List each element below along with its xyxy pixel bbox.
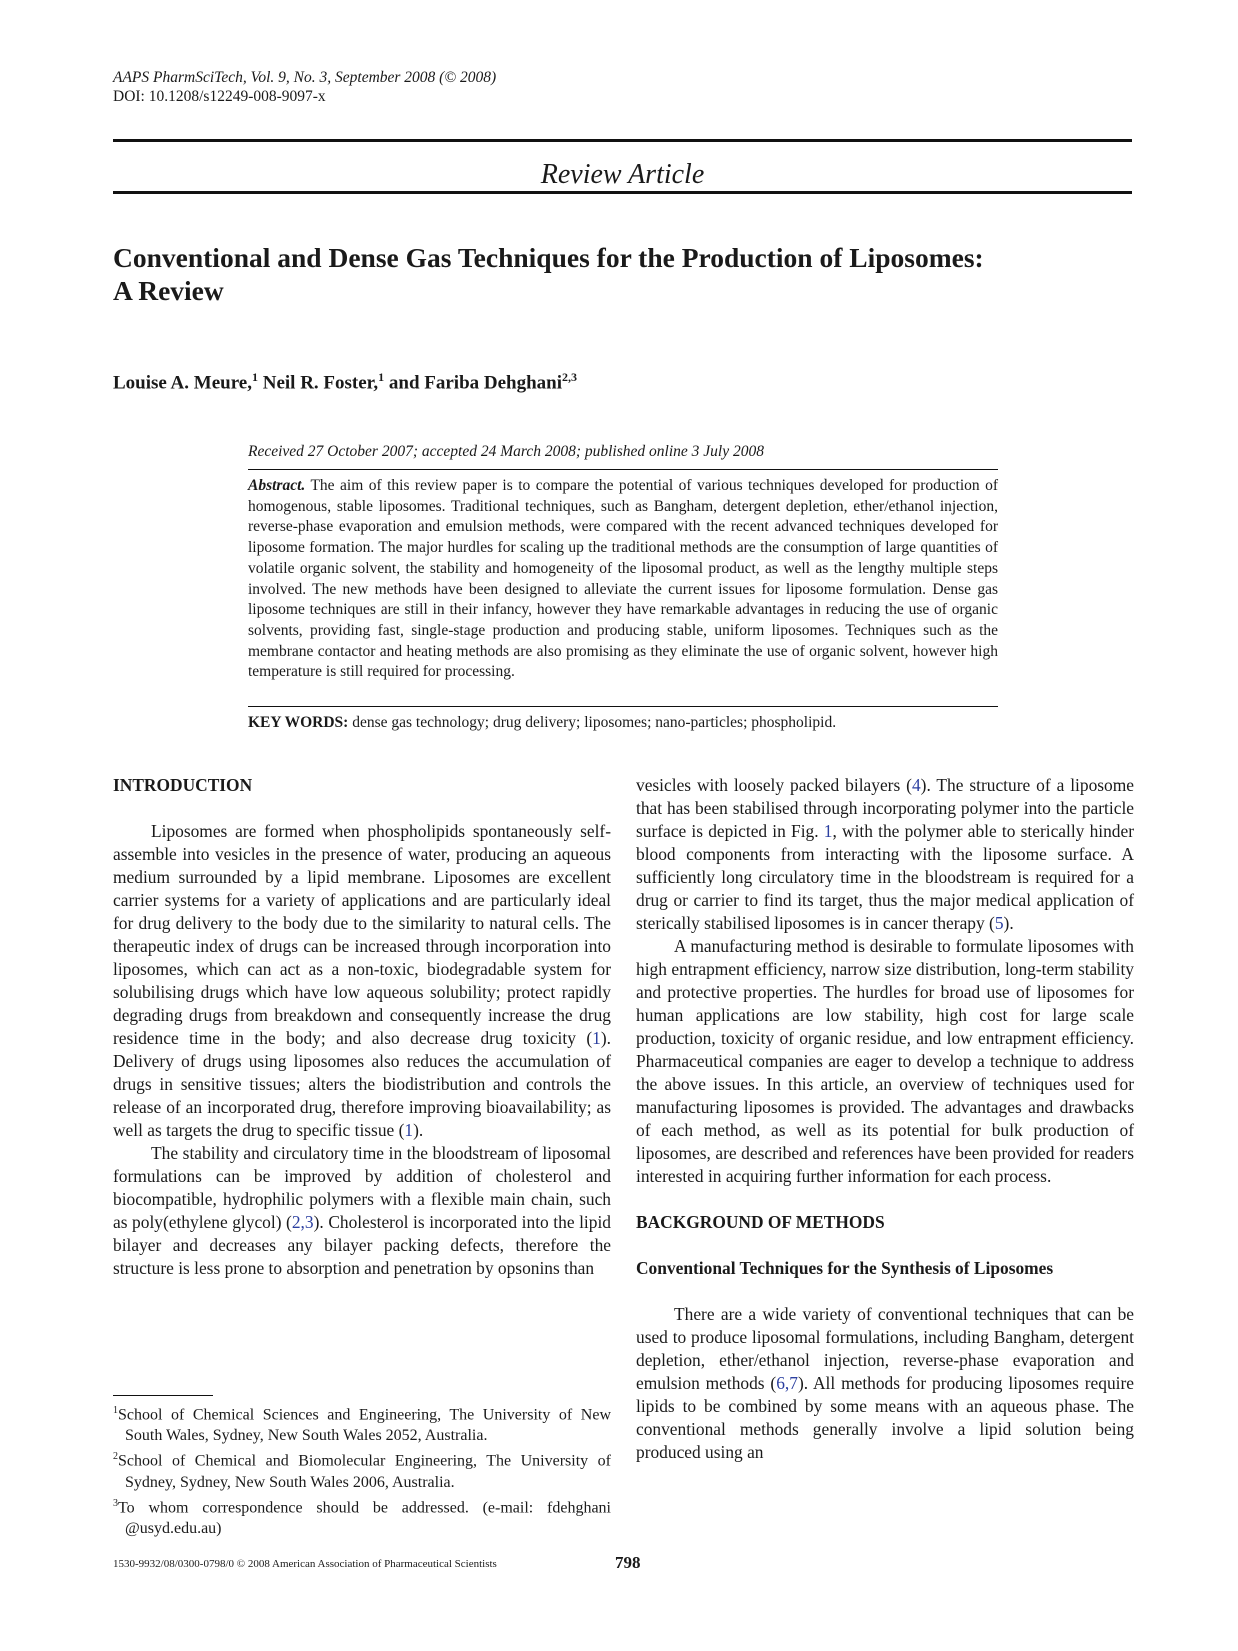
author-name: and Fariba Dehghani — [388, 372, 563, 394]
section-type: Review Article — [540, 159, 705, 190]
background-heading: BACKGROUND OF METHODS — [636, 1212, 885, 1232]
background-paragraph-1: There are a wide variety of conventional techniques that can be used to produce liposomal formulations, including Bangham, detergent depletion, ether/ethanol injection, reverse-phase evaporation and emulsion methods (6,7). All methods for producing liposomes require lipids to be combined by some means with an aqueous phase. The conventional methods generally involve a lipid solution being produced using an — [636, 1304, 1134, 1462]
conventional-techniques-subheading: Conventional Techniques for the Synthesis of Liposomes — [636, 1258, 1054, 1278]
citation-link[interactable]: 2,3 — [291, 1212, 314, 1232]
abstract-label: Abstract. — [248, 477, 306, 494]
figure-link[interactable]: 1 — [823, 821, 833, 841]
footnote: $^3$To whom correspondence should be addressed. (e-mail: fdehghani @usyd.edu.au) — [113, 1497, 611, 1537]
introduction-heading: INTRODUCTION — [113, 775, 253, 795]
affiliation-marker: 1 — [251, 370, 258, 384]
citation-link[interactable]: 1 — [592, 1028, 601, 1048]
section-rule — [113, 191, 1132, 194]
affiliation-marker: 1 — [378, 370, 385, 384]
top-rule — [113, 139, 1132, 142]
right-column — [636, 774, 1134, 1464]
footnote-rule — [113, 1395, 213, 1396]
intro-paragraph-4: A manufacturing method is desirable to formulate liposomes with high entrapment efficiency, narrow size distribution, long-term stability and protective properties. The hurdles for broad use of liposomes for human applications are low stability, high cost for large scale production, toxicity of organic residue, and low entrapment efficiency. Pharmaceutical companies are eager to develop a technique to address the above issues. In this article, an overview of techniques used for manufacturing liposomes is provided. The advantages and drawbacks of each method, as well as its potential for bulk production of liposomes, are described and references have been provided for readers interested in acquiring further information for each process. — [636, 936, 1134, 1186]
abstract-bottom-rule — [248, 706, 998, 707]
title-line-2: A Review — [113, 275, 224, 306]
citation-link[interactable]: 6,7 — [776, 1373, 798, 1393]
citation-link[interactable]: 4 — [911, 775, 921, 795]
citation-link[interactable]: 5 — [994, 913, 1004, 933]
affiliation-marker: 2,3 — [562, 370, 578, 384]
author-list — [113, 365, 577, 395]
article-title — [113, 241, 1123, 307]
left-column — [113, 774, 611, 1280]
intro-paragraph-1: Liposomes are formed when phospholipids spontaneously self-assemble into vesicles in the presence of water, producing an aqueous medium surrounded by a lipid membrane. Liposomes are excellent carrier systems for a variety of applications and are particularly ideal for drug delivery to the body due to the similarity to natural cells. The therapeutic index of drugs can be increased through incorporation into liposomes, which can act as a non-toxic, biodegradable system for solubilising drugs which have low aqueous solubility; protect rapidly degrading drugs from breakdown and consequently increase the drug residence time in the body; and also decrease drug toxicity (1). Delivery of drugs using liposomes also reduces the accumulation of drugs in sensitive tissues; alters the biodistribution and controls the release of an incorporated drug, therefore improving bioavailability; as well as targets the drug to specific tissue (1). — [113, 821, 611, 1140]
author-name: Neil R. Foster, — [262, 372, 379, 394]
footnote: $^1$School of Chemical Sciences and Engineering, The University of New South Wales, Sydney, New South Wales 2052, Australia. — [113, 1405, 611, 1445]
footnotes — [113, 1400, 611, 1539]
abstract — [248, 476, 998, 683]
received-dates: Received 27 October 2007; accepted 24 March 2008; published online 3 July 2008 — [248, 443, 764, 460]
author-name: Louise A. Meure, — [113, 372, 252, 394]
copyright-line: 1530-9932/08/0300-0798/0 © 2008 American Association of Pharmaceutical Scientists — [113, 1558, 497, 1570]
intro-paragraph-3: vesicles with loosely packed bilayers (4). The structure of a liposome that has been stabilised through incorporating polymer into the particle surface is depicted in Fig. 1, with the polymer able to sterically hinder blood components from interacting with the liposome surface. A sufficiently long circulatory time in the bloodstream is required for a drug or carrier to find its target, thus the major medical application of sterically stabilised liposomes is in cancer therapy (5). — [636, 775, 1134, 933]
doi: DOI: 10.1208/s12249-008-9097-x — [113, 88, 326, 105]
abstract-top-rule — [248, 469, 998, 470]
abstract-text: The aim of this review paper is to compare the potential of various techniques developed for production of homogenous, stable liposomes. Traditional techniques, such as Bangham, detergent depletion, ether/ethanol injection, reverse-phase evaporation and emulsion methods, were compared with the recent advanced techniques developed for liposome formation. The major hurdles for scaling up the traditional methods are the consumption of large quantities of volatile organic solvent, the stability and homogeneity of the liposomal product, as well as the lengthy multiple steps involved. The new methods have been designed to alleviate the current issues for liposome formulation. Dense gas liposome techniques are still in their infancy, however they have remarkable advantages in reducing the use of organic solvents, providing fast, single-stage production and producing stable, uniform liposomes. Techniques such as the membrane contactor and heating methods are also promising as they eliminate the use of organic solvent, however high temperature is still required for processing. — [248, 477, 998, 681]
keywords — [248, 713, 1008, 733]
citation-link[interactable]: 1 — [404, 1120, 414, 1140]
footnote: $^2$School of Chemical and Biomolecular Engineering, The University of Sydney, Sydney, New South Wales 2006, Australia. — [113, 1451, 611, 1491]
journal-citation: AAPS PharmSciTech, Vol. 9, No. 3, September 2008 (© 2008) — [113, 69, 497, 86]
page-number: 798 — [615, 1553, 641, 1572]
keywords-text: dense gas technology; drug delivery; liposomes; nano-particles; phospholipid. — [352, 714, 837, 731]
keywords-label: KEY WORDS: — [248, 714, 349, 731]
title-line-1: Conventional and Dense Gas Techniques for the Production of Liposomes: — [113, 242, 984, 273]
intro-paragraph-2: The stability and circulatory time in the bloodstream of liposomal formulations can be improved by addition of cholesterol and biocompatible, hydrophilic polymers with a flexible main chain, such as poly(ethylene glycol) (2,3). Cholesterol is incorporated into the lipid bilayer and decreases any bilayer packing defects, therefore the structure is less prone to absorption and penetration by opsonins than — [113, 1143, 611, 1278]
